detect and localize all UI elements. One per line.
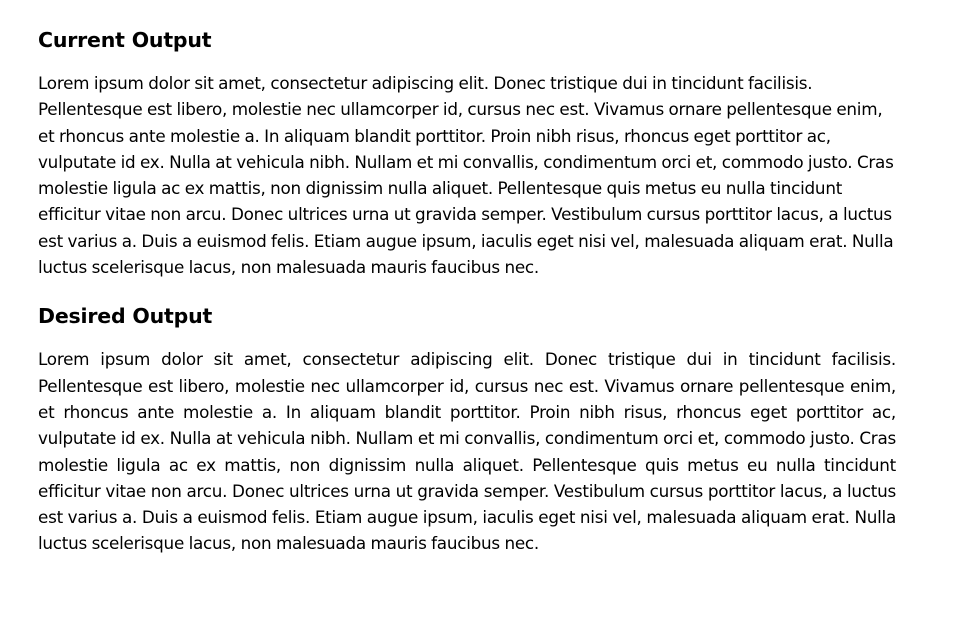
desired-output-heading: Desired Output bbox=[38, 304, 213, 329]
current-output-section bbox=[38, 26, 896, 280]
current-output-paragraph: Lorem ipsum dolor sit amet, consectetur adipiscing elit. Donec tristique dui in tincidunt facilisis. Pellentesque est libero, molestie nec ullamcorper id, cursus nec est. Vivamus ornare pellentesque enim, et rhoncus ante molestie a. In aliquam blandit porttitor. Proin nibh risus, rhoncus eget porttitor ac, vulputate id ex. Nulla at vehicula nibh. Nullam et mi convallis, condimentum orci et, commodo justo. Cras molestie ligula ac ex mattis, non dignissim nulla aliquet. Pellentesque quis metus eu nulla tincidunt efficitur vitae non arcu. Donec ultrices urna ut gravida semper. Vestibulum cursus porttitor lacus, a luctus est varius a. Duis a euismod felis. Etiam augue ipsum, iaculis eget nisi vel, malesuada aliquam erat. Nulla luctus scelerisque lacus, non malesuada mauris faucibus nec. bbox=[38, 73, 894, 278]
current-output-heading: Current Output bbox=[38, 28, 212, 52]
desired-output-section bbox=[38, 302, 896, 556]
desired-output-paragraph: Lorem ipsum dolor sit amet, consectetur adipiscing elit. Donec tristique dui in tincidunt facilisis. Pellentesque est libero, molestie nec ullamcorper id, cursus nec est. Vivamus ornare pellentesque enim, et rhoncus ante molestie a. In aliquam blandit porttitor. Proin nibh risus, rhoncus eget porttitor ac, vulputate id ex. Nulla at vehicula nibh. Nullam et mi convallis, condimentum orci et, commodo justo. Cras molestie ligula ac ex mattis, non dignissim nulla aliquet. Pellentesque quis metus eu nulla tincidunt efficitur vitae non arcu. Donec ultrices urna ut gravida semper. Vestibulum cursus porttitor lacus, a luctus est varius a. Duis a euismod felis. Etiam augue ipsum, iaculis eget nisi vel, malesuada aliquam erat. Nulla luctus scelerisque lacus, non malesuada mauris faucibus nec. bbox=[38, 349, 896, 554]
document-page bbox=[38, 26, 896, 557]
